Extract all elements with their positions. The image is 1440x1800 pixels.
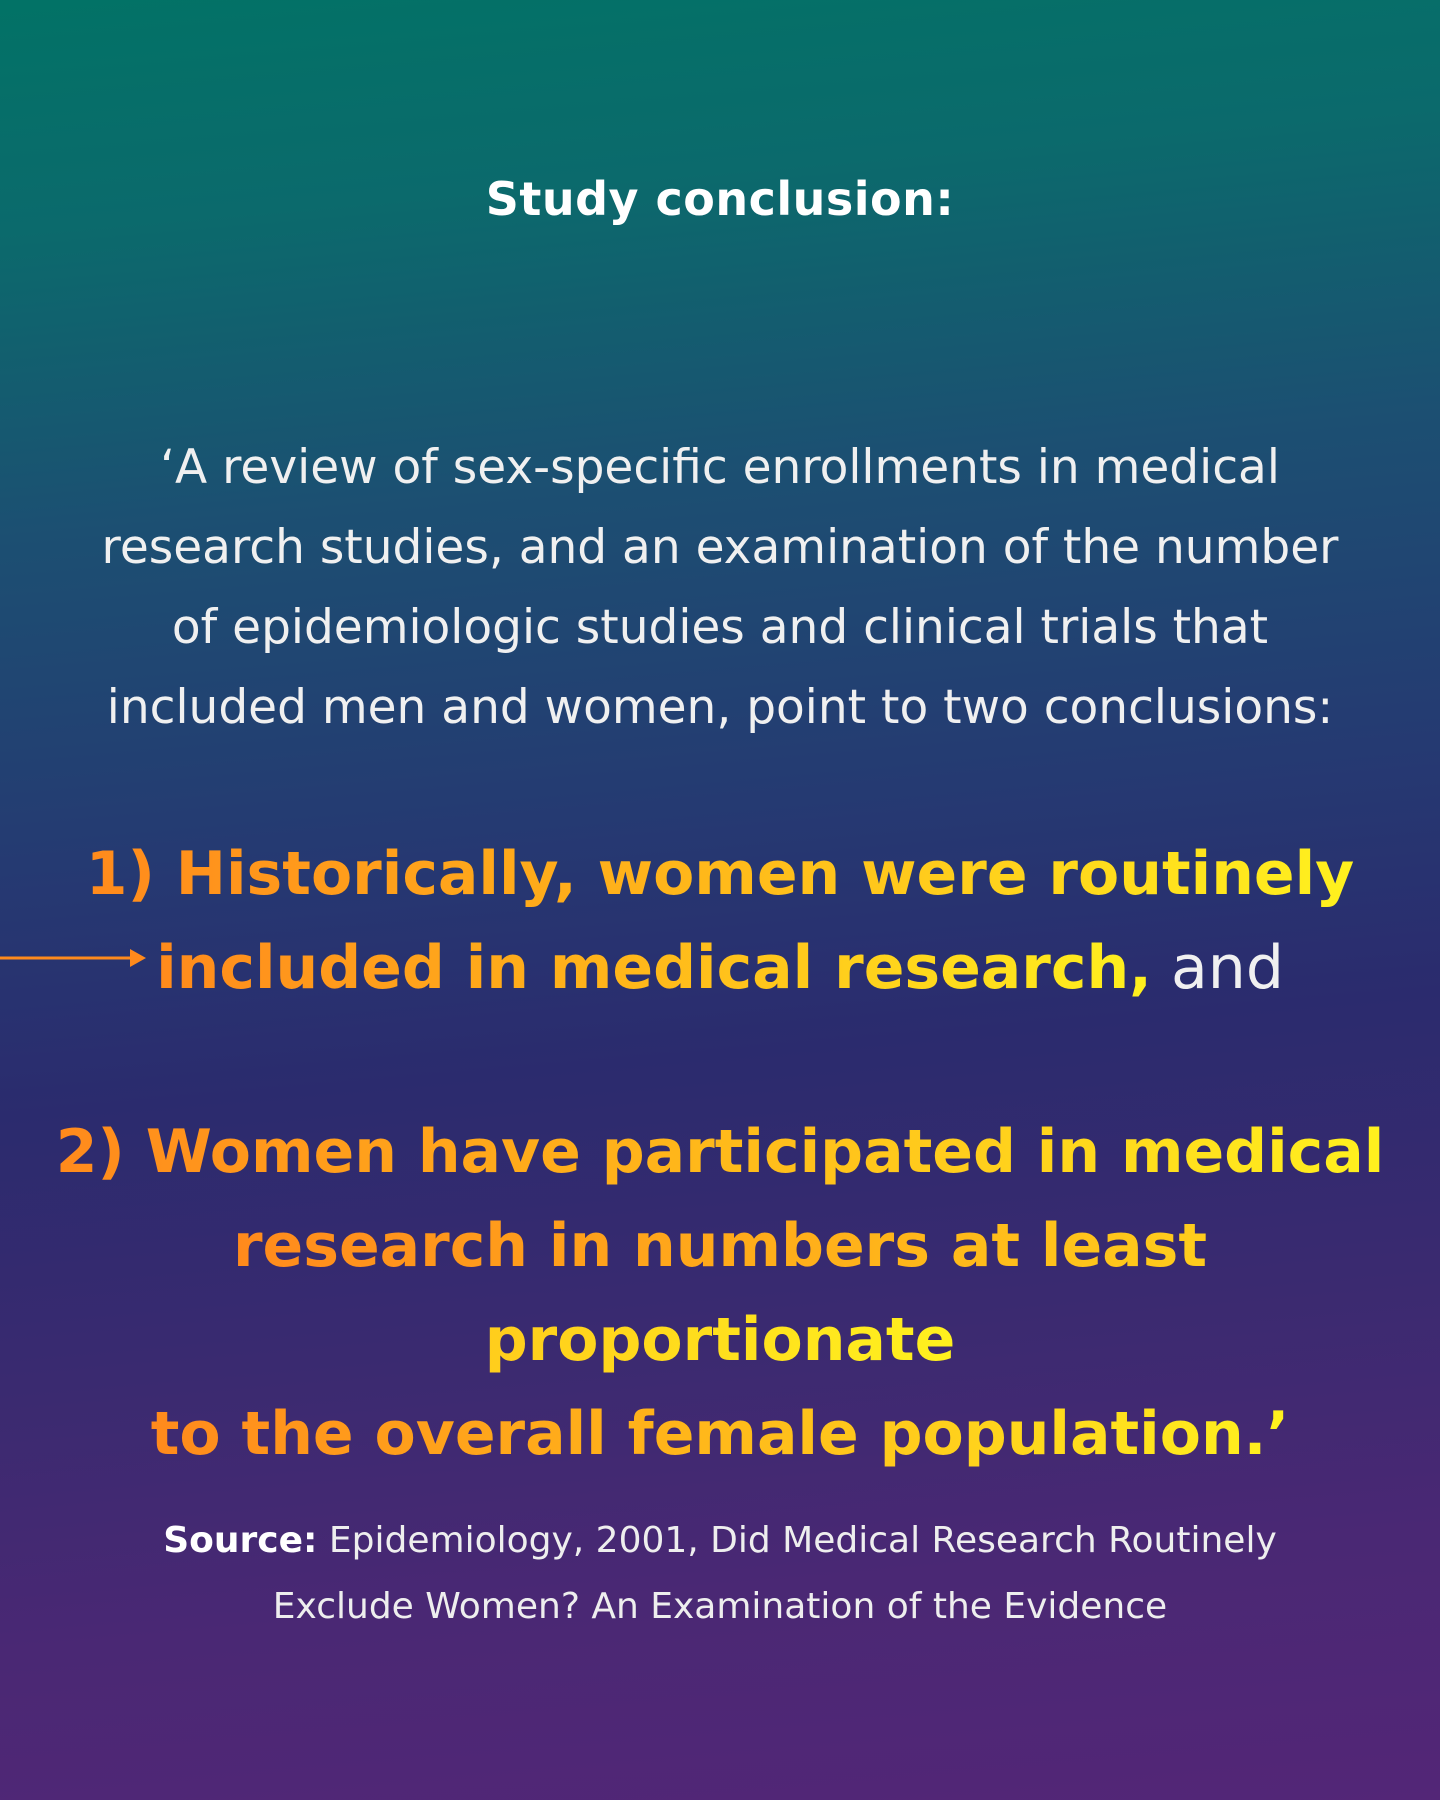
intro-line: research studies, and an examination of the number (101, 520, 1339, 575)
conclusion-2 (40, 1105, 1400, 1481)
intro-quote (60, 428, 1380, 748)
source-label: Source: (163, 1520, 318, 1561)
conclusion-2-line-1: 2) Women have participated in medical (55, 1117, 1385, 1187)
intro-line: ‘A review of sex-specific enrollments in medical (160, 440, 1280, 495)
conclusion-2-line-2: research in numbers at least proportionate (232, 1211, 1208, 1375)
conclusion-1-line-2: included in medical research, (156, 933, 1152, 1003)
conclusion-1-line-1: 1) Historically, women were routinely (85, 839, 1355, 909)
conclusion-1-connector: and (1151, 933, 1284, 1003)
source-line-1: Epidemiology, 2001, Did Medical Research Routinely (317, 1520, 1277, 1561)
intro-line: of epidemiologic studies and clinical trials that (171, 600, 1269, 655)
intro-line: included men and women, point to two conclusions: (106, 680, 1334, 735)
conclusion-1 (40, 827, 1400, 1015)
source-citation (90, 1508, 1350, 1640)
page-heading: Study conclusion: (485, 172, 955, 226)
source-line-2: Exclude Women? An Examination of the Evidence (272, 1586, 1168, 1627)
conclusion-2-line-3: to the overall female population.’ (150, 1399, 1290, 1469)
